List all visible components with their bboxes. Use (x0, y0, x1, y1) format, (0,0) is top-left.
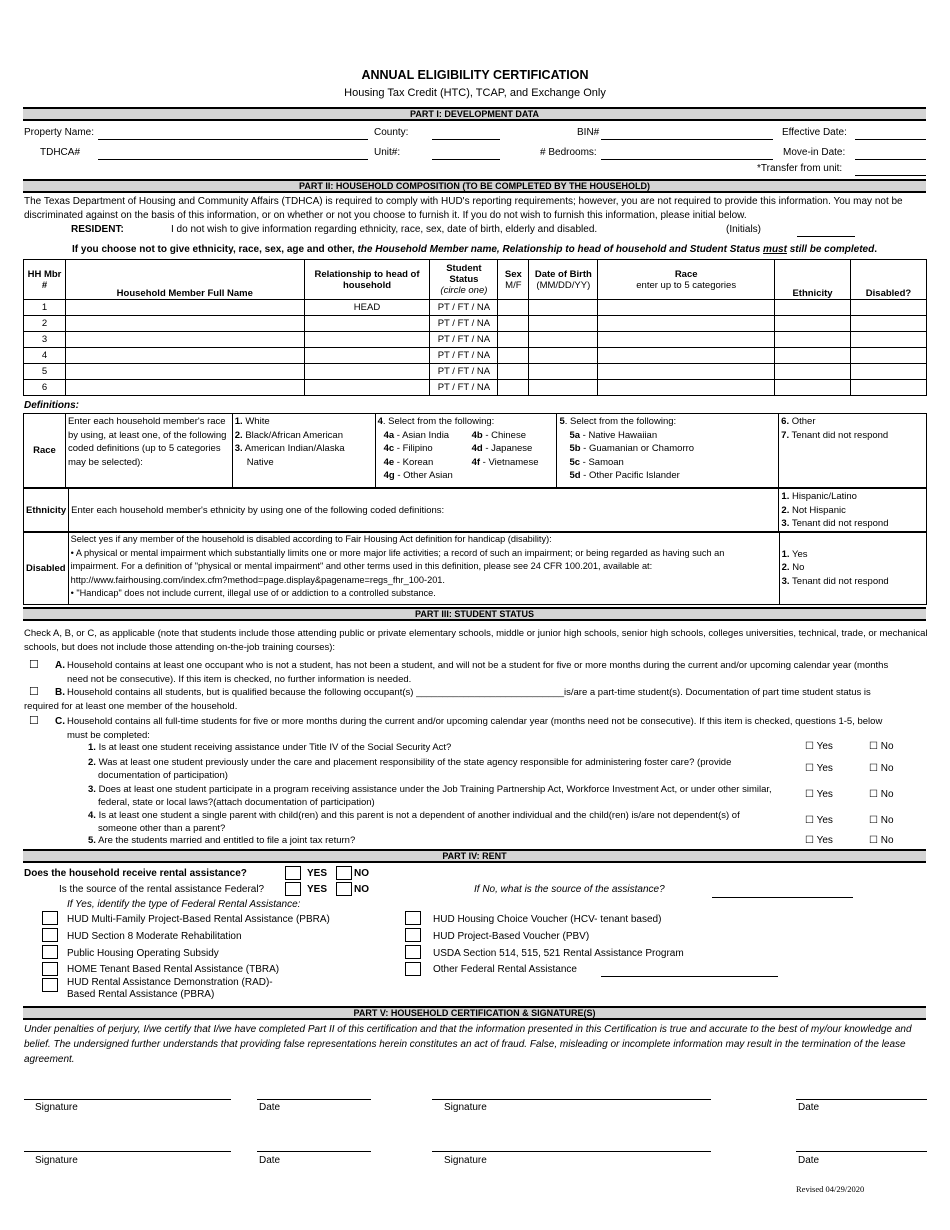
code-num: 2. (781, 562, 790, 574)
code-text: - Guamanian or Chamorro (580, 443, 695, 454)
rent-q2-no-checkbox[interactable] (336, 882, 352, 896)
disabled-cell[interactable] (850, 316, 926, 332)
code-num: 1. (781, 491, 790, 502)
date-line-2[interactable] (796, 1099, 927, 1100)
table-row (24, 300, 927, 316)
col-relationship (304, 260, 430, 300)
date-label: Date (259, 1155, 281, 1166)
race-cell[interactable] (598, 380, 775, 396)
pbv-label: HUD Project-Based Voucher (PBV) (433, 931, 590, 942)
col-dob (529, 260, 598, 300)
q2-yes[interactable]: ☐ Yes (805, 763, 833, 774)
disabled-link[interactable]: http://www.fairhousing.com/index.cfm?method=page.display&pagename=regs_fhr_100-201. (70, 574, 445, 585)
code-text: Tenant did not respond (789, 575, 889, 587)
form-subtitle: Housing Tax Credit (HTC), TCAP, and Exchange Only (344, 87, 606, 99)
code-text: Not Hispanic (789, 504, 846, 516)
property-name-label: Property Name: (24, 127, 95, 138)
code-text: - Korean (394, 456, 434, 468)
col-dob-a: Date of Birth (534, 268, 592, 280)
disabled-def-desc (68, 532, 779, 605)
option-a-line1: Household contains at least one occupant who is not a student, has not been a student, and will not be a student for five or more months during the current and/or upcoming calendar year (months (67, 660, 889, 671)
dob-cell[interactable] (529, 348, 598, 364)
notice-end: . (874, 244, 877, 255)
tbra-label: HOME Tenant Based Rental Assistance (TBRA) (67, 964, 280, 975)
rel-cell[interactable] (304, 364, 430, 380)
rent-q2-no-label: NO (354, 884, 369, 895)
question-3 (88, 783, 772, 809)
rent-q1-no-checkbox[interactable] (336, 866, 352, 880)
status-cell[interactable]: PT / FT / NA (430, 332, 498, 348)
col-race-a: Race (674, 268, 698, 280)
race-def-label: Race (24, 414, 66, 488)
county-field[interactable] (432, 139, 500, 140)
pbra-checkbox[interactable] (42, 911, 58, 925)
tdhca-label: TDHCA# (40, 147, 81, 158)
disabled-cell[interactable] (850, 364, 926, 380)
table-row (24, 332, 927, 348)
col-sex-b: M/F (505, 279, 522, 291)
date-label: Date (798, 1102, 820, 1113)
code-num: 4f (471, 456, 481, 468)
code-num: 1. (781, 548, 790, 560)
code-text: Native (246, 456, 274, 468)
notice-must: must (763, 244, 787, 255)
bedrooms-field[interactable] (601, 159, 773, 160)
question-text: Is at least one student a single parent with child(ren) and this parent is not a dependent of another individual and the child(ren) is/are not dependent(s) of (98, 810, 740, 821)
rel-cell[interactable] (304, 380, 430, 396)
disabled-line: Select yes if any member of the household is disabled according to Fair Housing Act definition for handicap (disability): (70, 534, 552, 544)
ethnicity-cell[interactable] (775, 380, 851, 396)
date-label: Date (798, 1155, 820, 1166)
q1-yes[interactable]: ☐ Yes (805, 741, 833, 752)
code-num: 5 (559, 416, 565, 427)
code-num: 4e (383, 456, 395, 468)
part3-intro: Check A, B, or C, as applicable (note that students include those attending public or private elementary schools, middle or junior high schools, senior high schools, colleges universities, technical, trade, or mechanical schools, but does not include those attending on-the-job training courses): (24, 628, 928, 653)
effective-date-label: Effective Date: (782, 127, 847, 138)
name-cell[interactable] (65, 316, 304, 332)
col-rel-b: household (342, 279, 392, 291)
name-cell[interactable] (65, 300, 304, 316)
option-b-letter: B. (55, 687, 65, 698)
code-text: - Japanese (482, 443, 533, 454)
question-1 (88, 742, 451, 753)
bin-label: BIN# (577, 127, 600, 138)
status-cell[interactable]: PT / FT / NA (430, 364, 498, 380)
ethnicity-cell[interactable] (775, 332, 851, 348)
pbv-checkbox[interactable] (405, 928, 421, 942)
col-disabled: Disabled? (850, 260, 926, 300)
date-line-3[interactable] (257, 1151, 371, 1152)
rent-q2: Is the source of the rental assistance Federal? (59, 884, 265, 895)
code-text: - Chinese (482, 429, 526, 441)
notice-text-a: If you choose not to give ethnicity, race, sex, age and other, (72, 244, 358, 255)
unit-field[interactable] (432, 159, 500, 160)
question-text: Was at least one student previously under the care and placement responsibility of the state agency responsible for administering foster care? (provide (98, 757, 732, 768)
col-hh-b: # (41, 279, 48, 291)
code-text: Yes (789, 548, 808, 560)
option-c-line1: Household contains all full-time students for five or more months during the current and/or upcoming calendar year (months need not be consecutive). If this item is checked, questions 1-5, below (67, 716, 883, 727)
disabled-cell[interactable] (850, 348, 926, 364)
race-cell[interactable] (598, 364, 775, 380)
disabled-definitions (23, 531, 927, 605)
col-student-status (430, 260, 498, 300)
date-line-4[interactable] (796, 1151, 927, 1152)
date-label: Date (259, 1102, 281, 1113)
certification-text: Under penalties of perjury, I/we certify that I/we have completed Part II of this certification and that the information presented in this Certification is true and accurate to the best of my/our knowledge and belief. The undersigned further understands that providing false representations herein constitutes an act of fraud. False, misleading or incomplete information may result in the termination of the lease agreement. (24, 1024, 912, 1065)
part2-header: PART II: HOUSEHOLD COMPOSITION (TO BE COMPLETED BY THE HOUSEHOLD) (23, 179, 926, 193)
initials-field[interactable] (797, 236, 855, 237)
code-num: 6. (781, 416, 790, 427)
sex-cell[interactable] (498, 380, 529, 396)
code-text: - Filipino (394, 443, 433, 454)
other-federal-checkbox[interactable] (405, 962, 421, 976)
question-num: 3. (88, 784, 96, 795)
ethnicity-cell[interactable] (775, 348, 851, 364)
code-text: White (242, 416, 270, 427)
name-cell[interactable] (65, 332, 304, 348)
option-c-text (67, 715, 882, 743)
sex-cell[interactable] (498, 300, 529, 316)
disabled-cell[interactable] (850, 332, 926, 348)
code-num: 3. (781, 518, 790, 529)
col-hh-mbr (24, 260, 66, 300)
if-no-label: If No, what is the source of the assistance? (474, 884, 665, 895)
county-label: County: (374, 127, 409, 138)
property-name-field[interactable] (98, 139, 368, 140)
question-num: 1. (88, 742, 96, 753)
signature-label: Signature (35, 1102, 78, 1113)
col-ethnicity: Ethnicity (775, 260, 851, 300)
other-federal-label: Other Federal Rental Assistance (433, 964, 577, 975)
part5-header: PART V: HOUSEHOLD CERTIFICATION & SIGNATURE(S) (23, 1006, 926, 1020)
rent-q1: Does the household receive rental assistance? (24, 868, 247, 879)
status-cell[interactable]: PT / FT / NA (430, 300, 498, 316)
code-num: 4a (383, 429, 395, 441)
code-num: 4c (383, 443, 395, 454)
rent-q2-yes-label: YES (307, 884, 328, 895)
q4-yes[interactable]: ☐ Yes (805, 815, 833, 826)
part4-header: PART IV: RENT (23, 849, 926, 863)
code-text: Hispanic/Latino (789, 491, 857, 502)
row-num: 2 (24, 316, 66, 332)
ethnicity-cell[interactable] (775, 316, 851, 332)
status-cell[interactable]: PT / FT / NA (430, 316, 498, 332)
race-codes-6-7 (779, 414, 927, 488)
rad-label-line2: Based Rental Assistance (PBRA) (67, 989, 215, 1000)
code-text: Tenant did not respond (789, 518, 889, 529)
table-row (24, 348, 927, 364)
pbra-label: HUD Multi-Family Project-Based Rental Assistance (PBRA) (67, 914, 330, 925)
rel-cell[interactable] (304, 332, 430, 348)
signature-line-3[interactable] (24, 1151, 231, 1152)
row-num: 1 (24, 300, 66, 316)
row-num: 4 (24, 348, 66, 364)
rent-q1-yes-checkbox[interactable] (285, 866, 301, 880)
question-5 (88, 835, 355, 846)
code-text: American Indian/Alaska (242, 443, 345, 454)
code-num: 5c (569, 456, 581, 468)
notice-text-c: still be completed (786, 244, 875, 255)
question-text: Is at least one student receiving assistance under Title IV of the Social Security Act? (98, 742, 452, 753)
question-text: federal, state or local laws?(attach documentation of participation) (98, 797, 375, 808)
disabled-line: impairment. For a definition of "physical or mental impairment" and other terms used in this definition, please see 24 CFR 100.201, available at: (70, 561, 653, 571)
col-dob-b: (MM/DD/YY) (536, 279, 591, 291)
ethnicity-cell[interactable] (775, 364, 851, 380)
col-sex-a: Sex (504, 268, 522, 280)
date-line-1[interactable] (257, 1099, 371, 1100)
rel-cell[interactable] (304, 316, 430, 332)
option-b-line2: required for at least one member of the household. (24, 701, 238, 712)
race-cell[interactable] (598, 332, 775, 348)
code-text: Tenant did not respond (789, 429, 889, 441)
code-text: . Select from the following: (382, 416, 495, 427)
ethnicity-codes (779, 489, 927, 533)
code-text: - Other Asian (394, 470, 453, 481)
q5-no[interactable]: ☐ No (869, 835, 894, 846)
disabled-cell[interactable] (850, 300, 926, 316)
col-sex (498, 260, 529, 300)
code-num: 3. (234, 443, 243, 454)
dob-cell[interactable] (529, 316, 598, 332)
option-a-line2: need not be consecutive). If this item is checked, no further information is needed. (67, 674, 412, 685)
q3-yes[interactable]: ☐ Yes (805, 789, 833, 800)
dob-cell[interactable] (529, 364, 598, 380)
option-c-line2: must be completed: (67, 730, 150, 741)
rent-q1-no-label: NO (354, 868, 369, 879)
option-a-letter: A. (55, 660, 65, 671)
rad-label-line1: HUD Rental Assistance Demonstration (RAD)- (67, 977, 273, 988)
assistance-source-field[interactable] (712, 897, 853, 898)
move-in-label: Move-in Date: (783, 147, 846, 158)
q2-no[interactable]: ☐ No (869, 763, 894, 774)
race-codes-5 (557, 414, 779, 488)
code-text: - Vietnamese (480, 456, 539, 468)
sex-cell[interactable] (498, 332, 529, 348)
part2-intro: The Texas Department of Housing and Community Affairs (TDHCA) is required to comply with HUD's reporting requirements; however, you are not required to provide this information. You may not be discriminated against on the basis of this information, or on whether or not you choose to furnish it. If you do not wish to furnish this information, please initial below. (24, 196, 903, 221)
race-cell[interactable] (598, 348, 775, 364)
code-num: 4d (471, 443, 483, 454)
rad-label (67, 977, 273, 1001)
q1-no[interactable]: ☐ No (869, 741, 894, 752)
code-text: - Asian India (394, 429, 450, 441)
public-housing-checkbox[interactable] (42, 945, 58, 959)
code-text: Black/African American (242, 429, 344, 441)
rent-q2-yes-checkbox[interactable] (285, 882, 301, 896)
q3-no[interactable]: ☐ No (869, 789, 894, 800)
signature-label: Signature (444, 1155, 487, 1166)
race-def-desc: Enter each household member's race by using, at least one, of the following coded definitions (up to 5 categories may be selected): (65, 414, 232, 488)
code-text: - Native Hawaiian (580, 429, 658, 441)
code-num: 2. (234, 429, 243, 441)
name-cell[interactable] (65, 380, 304, 396)
col-race (598, 260, 775, 300)
ethnicity-def-label: Ethnicity (24, 489, 69, 533)
signature-line-1[interactable] (24, 1099, 231, 1100)
row-num: 5 (24, 364, 66, 380)
code-text: . Select from the following: (564, 416, 677, 427)
option-b-line1: Household contains all students, but is qualified because the following occupant(s) ____________________________is/are a part-time student(s). Documentation of part time student status is (67, 687, 871, 698)
signature-line-4[interactable] (432, 1151, 711, 1152)
signature-label: Signature (444, 1102, 487, 1113)
question-text: someone other than a parent? (98, 823, 226, 834)
notice-text-b: the Household Member name, Relationship to head of household and Student Status (357, 244, 764, 255)
mod-rehab-label: HUD Section 8 Moderate Rehabilitation (67, 931, 242, 942)
row-num: 6 (24, 380, 66, 396)
name-cell[interactable] (65, 348, 304, 364)
sex-cell[interactable] (498, 348, 529, 364)
part2-notice (72, 244, 877, 255)
col-rel-a: Relationship to head of (314, 268, 420, 280)
household-table (23, 259, 927, 396)
col-name: Household Member Full Name (65, 260, 304, 300)
definitions-label: Definitions: (24, 400, 79, 411)
table-row (24, 380, 927, 396)
code-text: - Other Pacific Islander (580, 470, 680, 481)
resident-label: RESIDENT: (71, 224, 124, 235)
resident-text: I do not wish to give information regarding ethnicity, race, sex, date of birth, elderly and disabled. (171, 224, 598, 235)
move-in-field[interactable] (855, 159, 926, 160)
question-2 (88, 756, 731, 782)
race-definitions (23, 413, 927, 488)
question-num: 4. (88, 810, 96, 821)
usda-label: USDA Section 514, 515, 521 Rental Assistance Program (433, 948, 684, 959)
q5-yes[interactable]: ☐ Yes (805, 835, 833, 846)
dob-cell[interactable] (529, 380, 598, 396)
bedrooms-label: # Bedrooms: (540, 147, 597, 158)
name-cell[interactable] (65, 364, 304, 380)
dob-cell[interactable] (529, 300, 598, 316)
code-num: 1. (234, 416, 243, 427)
option-b-text (24, 686, 871, 714)
rent-q1-yes-label: YES (307, 868, 328, 879)
sex-cell[interactable] (498, 364, 529, 380)
ethnicity-cell[interactable] (775, 300, 851, 316)
question-text: Does at least one student participate in a program receiving assistance under the Job Training Partnership Act, Workforce Investment Act, or under other similar, (98, 784, 772, 795)
transfer-label: *Transfer from unit: (757, 163, 843, 174)
code-num: 5b (569, 443, 581, 454)
option-c-letter: C. (55, 716, 65, 727)
code-num: 4 (377, 416, 383, 427)
col-student-a: Student Status (446, 263, 482, 285)
hcv-checkbox[interactable] (405, 911, 421, 925)
disabled-line: • A physical or mental impairment which substantially limits one or more major life activities; a record of such an impairment; or being regarded as having such an (70, 547, 725, 558)
signature-line-2[interactable] (432, 1099, 711, 1100)
table-row (24, 316, 927, 332)
rad-checkbox[interactable] (42, 978, 58, 992)
part1-header: PART I: DEVELOPMENT DATA (23, 107, 926, 121)
race-codes-1-3 (232, 414, 375, 488)
table-row (24, 364, 927, 380)
code-text: - Samoan (580, 456, 624, 468)
mod-rehab-checkbox[interactable] (42, 928, 58, 942)
public-housing-label: Public Housing Operating Subsidy (67, 948, 219, 959)
code-num: 4g (383, 470, 395, 481)
initials-label: (Initials) (726, 224, 762, 235)
sex-cell[interactable] (498, 316, 529, 332)
rel-cell[interactable] (304, 348, 430, 364)
question-4 (88, 809, 740, 835)
disabled-line: • "Handicap" does not include current, illegal use of or addiction to a controlled substance. (70, 588, 436, 598)
ethnicity-definitions (23, 488, 927, 533)
code-num: 7. (781, 429, 790, 441)
option-b-checkbox[interactable]: ☐ (29, 686, 39, 698)
code-num: 2. (781, 504, 790, 516)
code-num: 3. (781, 575, 790, 587)
question-num: 2. (88, 757, 96, 768)
col-hh-a: HH Mbr (27, 268, 62, 280)
other-federal-field[interactable] (601, 976, 778, 977)
bin-field[interactable] (601, 139, 773, 140)
code-text: Other (789, 416, 816, 427)
option-c-checkbox[interactable]: ☐ (29, 715, 39, 727)
row-num: 3 (24, 332, 66, 348)
ethnicity-def-desc: Enter each household member's ethnicity by using one of the following coded definitions: (69, 489, 779, 533)
code-text: No (789, 562, 805, 574)
disabled-def-label: Disabled (24, 532, 69, 605)
status-cell[interactable]: PT / FT / NA (430, 348, 498, 364)
code-num: 5d (569, 470, 581, 481)
question-text: Are the students married and entitled to file a joint tax return? (98, 835, 356, 846)
col-race-b: enter up to 5 categories (636, 279, 737, 291)
dob-cell[interactable] (529, 332, 598, 348)
usda-checkbox[interactable] (405, 945, 421, 959)
signature-label: Signature (35, 1155, 78, 1166)
tdhca-field[interactable] (98, 159, 368, 160)
revised-date: Revised 04/29/2020 (796, 1184, 865, 1194)
part3-header: PART III: STUDENT STATUS (23, 607, 926, 621)
question-num: 5. (88, 835, 96, 846)
race-codes-4 (375, 414, 557, 488)
if-yes-label: If Yes, identify the type of Federal Rental Assistance: (67, 899, 301, 910)
question-text: documentation of participation) (98, 770, 228, 781)
form-title: ANNUAL ELIGIBILITY CERTIFICATION (361, 68, 589, 82)
code-num: 5a (569, 429, 581, 441)
col-student-b: (circle one) (440, 285, 488, 296)
race-cell[interactable] (598, 316, 775, 332)
unit-label: Unit#: (374, 147, 401, 158)
tbra-checkbox[interactable] (42, 962, 58, 976)
race-cell[interactable] (598, 300, 775, 316)
option-a-checkbox[interactable]: ☐ (29, 659, 39, 671)
status-cell[interactable]: PT / FT / NA (430, 380, 498, 396)
hcv-label: HUD Housing Choice Voucher (HCV- tenant based) (433, 914, 662, 925)
q4-no[interactable]: ☐ No (869, 815, 894, 826)
disabled-cell[interactable] (850, 380, 926, 396)
rel-cell[interactable]: HEAD (304, 300, 430, 316)
code-num: 4b (471, 429, 483, 441)
transfer-field[interactable] (855, 175, 926, 176)
effective-date-field[interactable] (855, 139, 926, 140)
option-a-text (67, 659, 888, 687)
disabled-codes (779, 532, 926, 605)
